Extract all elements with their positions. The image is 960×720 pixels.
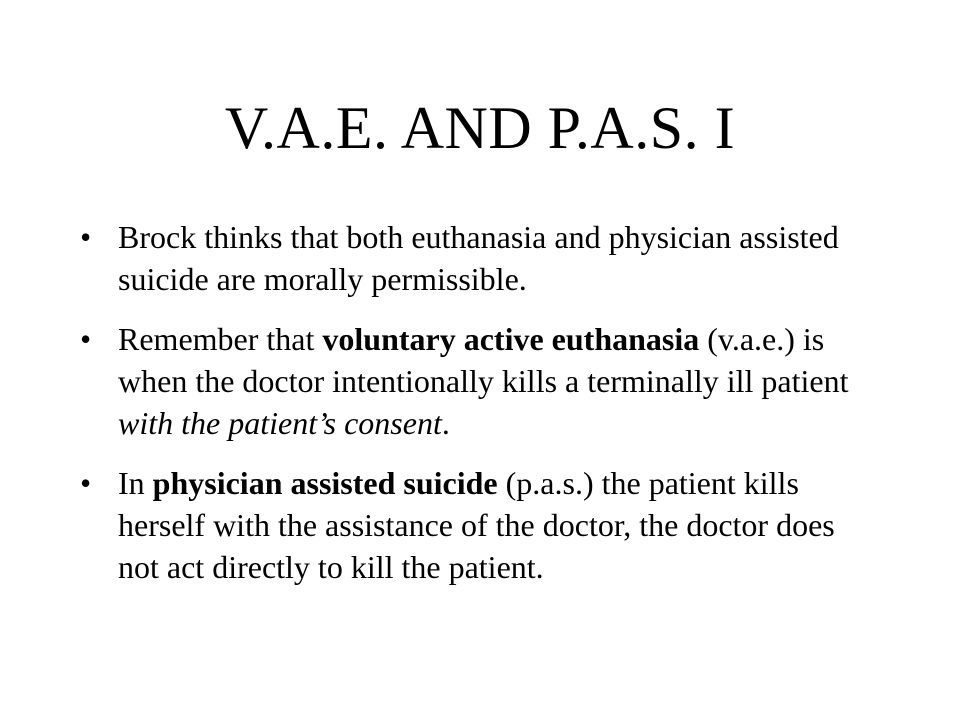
bullet-text [118,321,849,441]
bullet-item [76,318,856,444]
italic-phrase: with the patient’s consent [118,405,442,441]
text-segment: Remember that [118,321,323,357]
bullet-list [76,216,856,606]
bullet-text [118,465,835,585]
text-segment: (p.a.s.) the patient kills herself with the assistance of the doctor, the doctor does not act directly to kill the patient. [118,465,835,585]
emphasis-term: physician assisted suicide [152,465,498,501]
bullet-marker: • [80,219,92,255]
bullet-marker: • [80,465,92,501]
text-segment: Brock thinks that both euthanasia and physician assisted suicide are morally permissible. [118,219,839,297]
bullet-item [76,462,856,588]
bullet-item [76,216,856,300]
text-segment: . [441,405,450,441]
bullet-text [118,219,839,297]
slide-title: V.A.E. AND P.A.S. I [224,95,736,161]
text-segment: In [118,465,153,501]
emphasis-term: voluntary active euthanasia [322,321,700,357]
text-segment: (v.a.e.) is when the doctor intentionally kills a terminally ill patient [118,321,849,399]
bullet-marker: • [80,321,92,357]
